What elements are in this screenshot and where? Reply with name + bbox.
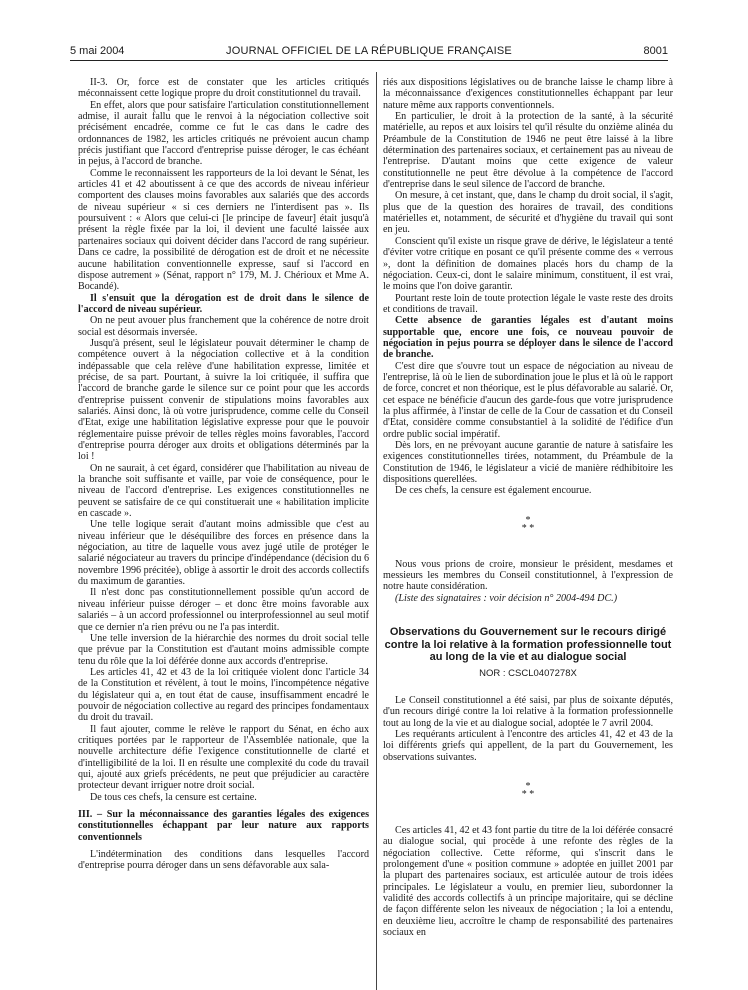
paragraph: Ces articles 41, 42 et 43 font partie du titre de la loi déférée consacré au dialogue social, qui procède à une refonte des règles de la négociation collective. Cette réforme, qui s'inscrit dans le prolongement d'une « position commune » adoptée en juillet 2001 par la plupart des partenaires sociaux, est articulée autour de trois idées principales. Le législateur a voulu, en premier lieu, subordonner la validité des accords collectifs à un principe majoritaire, qui se décline de façon différente selon les niveaux de négociation ; la loi a entendu, en deuxième lieu, accroître le champ de responsabilité des partenaires sociaux en xyxy=(383,825,673,939)
page-number: 8001 xyxy=(643,45,668,57)
paragraph: Il n'est donc pas constitutionnellement possible qu'un accord de niveau inférieur puisse déroger – et donc être moins favorable aux salariés – à un accord professionnel ou interprofessionnel au seul motif que ce dernier n'a rien prévu ou ne l'a pas interdit. xyxy=(78,587,369,633)
paragraph: En particulier, le droit à la protection de la santé, à la sécurité matérielle, au repos et aux loisirs tel qu'il résulte du onzième alinéa du Préambule de la Constitution de 1946 ne peut être laissé à la libre détermination des partenaires sociaux, et certainement pas au niveau de l'entreprise. D'autant moins que cette exigence de valeur constitutionnelle ne peut être dévolue à la compétence de l'accord d'entreprise dans le seul silence de l'accord de branche. xyxy=(383,111,673,191)
left-column xyxy=(78,77,369,872)
paragraph: On ne peut avouer plus franchement que la cohérence de notre droit social est désormais inversée. xyxy=(78,315,369,338)
paragraph: Comme le reconnaissent les rapporteurs de la loi devant le Sénat, les articles 41 et 42 aboutissent à ce que des accords de niveau inférieur comportent des clauses moins favorables aux salariés que des accords de niveau supérieur « si ces derniers ne l'interdisent pas ». Ils poursuivent : « Alors que celui-ci [le principe de faveur] était jusqu'à présent la règle fixée par la loi, il devient une faculté laissée aux partenaires sociaux qui doivent décider dans l'accord de rang supérieur. Dans ce cadre, la possibilité de dérogation est de droit et ne nécessite aucune habilitation conventionnelle expresse, sauf si l'accord en dispose autrement » (Sénat, rapport n° 179, M. J. Chérioux et Mme A. Bocandé). xyxy=(78,167,369,293)
right-column xyxy=(383,77,673,938)
signatories-note: (Liste des signataires : voir décision n° 2004-494 DC.) xyxy=(395,592,618,604)
paragraph: De ces chefs, la censure est également encourue. xyxy=(395,485,592,497)
paragraph: Le Conseil constitutionnel a été saisi, par plus de soixante députés, d'un recours dirigé contre la loi relative à la formation professionnelle tout au long de la vie et au dialogue social, adoptée le 7 avril 2004. xyxy=(383,694,673,729)
section-heading: III. – Sur la méconnaissance des garanties légales des exigences constitutionnelles échappant par leur nature aux rapports conventionnels xyxy=(78,809,369,843)
separator-stars xyxy=(383,514,673,534)
journal-title: JOURNAL OFFICIEL DE LA RÉPUBLIQUE FRANÇAISE xyxy=(226,45,512,57)
paragraph: Les articles 41, 42 et 43 de la loi critiquée violent donc l'article 34 de la Constitution et révèlent, à tout le moins, l'incompétence négative du législateur qui a, en tout état de cause, insuffisamment encadré le pouvoir de négociation collective au regard des principes fondamentaux du droit du travail. xyxy=(78,666,369,724)
star-top: * xyxy=(525,514,531,526)
observations-title: Observations du Gouvernement sur le recours dirigé contre la loi relative à la formation professionnelle tout au long de la vie et au dialogue social xyxy=(384,626,672,664)
separator-stars xyxy=(383,783,673,799)
paragraph: Pourtant reste loin de toute protection légale le vaste reste des droits et conditions de travail. xyxy=(383,292,673,315)
paragraph: On ne saurait, à cet égard, considérer que l'habilitation au niveau de la branche soit suffisante et vaille, par voie de conséquence, pour le niveau de l'accord d'entreprise. Les exigences constitutionnelles ne peuvent se satisfaire de ce qui constituerait une « habilitation implicite en cascade ». xyxy=(78,462,369,520)
paragraph: Dès lors, en ne prévoyant aucune garantie de nature à satisfaire les exigences constitutionnelles tirées, notamment, du Préambule de la Constitution de 1946, le législateur a vicié de manière rédhibitoire les dispositions querellées. xyxy=(383,440,673,486)
paragraph: Jusqu'à présent, seul le législateur pouvait déterminer le champ de compétence ouvert à la négociation collective et à la condition indépassable que cela relève d'une habilitation expresse, limitée et précise, de sa part. Pourtant, à suivre la loi critiquée, il suffira que l'accord de branche garde le silence sur ce point pour que les accords d'entreprise puissent convenir de stipulations moins favorables aux salariés. Ainsi donc, là où votre jurisprudence, comme celle du Conseil d'Etat, exige une habilitation législative expresse pour que le pouvoir réglementaire puisse prévoir de telles règles moins favorables, l'accord d'entreprise pourra déroger aux droits et obligations déterminés par la loi ! xyxy=(78,337,369,463)
paragraph: II-3. Or, force est de constater que les articles critiqués méconnaissent cette logique propre du droit constitutionnel du travail. xyxy=(78,77,369,100)
paragraph: De tous ces chefs, la censure est certaine. xyxy=(90,791,257,803)
star-bottom: * * xyxy=(521,789,535,800)
issue-date: 5 mai 2004 xyxy=(70,45,125,57)
paragraph: Une telle logique serait d'autant moins admissible que c'est au niveau inférieur que le déséquilibre des forces en présence dans la négociation, au titre de laquelle vous avez jugé utile de protéger le salarié négociateur au travers du principe d'indépendance (décision du 6 novembre 1996 précitée), oblige à assortir le droit des accords collectifs du maximum de garanties. xyxy=(78,519,369,588)
paragraph: riés aux dispositions législatives ou de branche laisse le champ libre à la méconnaissance d'exigences constitutionnelles échappant par leur nature même aux rapports conventionnels. xyxy=(383,77,673,111)
paragraph: L'indétermination des conditions dans lesquelles l'accord d'entreprise pourra déroger dans un sens défavorable aux sala- xyxy=(78,849,369,872)
paragraph: Il faut ajouter, comme le relève le rapport du Sénat, en écho aux critiques portées par le rapporteur de l'Assemblée nationale, que la nouvelle architecture défie l'exigence constitutionnelle de clarté et d'intelligibilité de la loi. Il en résulte une complexité du code du travail qui, ajouté aux griefs précédents, ne peut que préjudicier au caractère protecteur devant irriguer notre droit social. xyxy=(78,723,369,792)
nor-reference: NOR : CSCL0407278X xyxy=(479,667,577,679)
column-divider xyxy=(376,72,377,990)
paragraph: Conscient qu'il existe un risque grave de dérive, le législateur a tenté d'éviter votre critique en posant ce qu'il présente comme des « verrous », dont la définition de domaines placés hors du champ de la négociation. Ceux-ci, dont le salaire minimum, constituent, il est vrai, le moins que l'on doive garantir. xyxy=(383,235,673,293)
paragraph: Nous vous prions de croire, monsieur le président, mesdames et messieurs les membres du Conseil constitutionnel, à l'expression de notre haute considération. xyxy=(383,558,673,593)
star-bottom: * * xyxy=(521,522,535,534)
paragraph: Cette absence de garanties légales est d'autant moins supportable que, encore une fois, ce nouveau pouvoir de négociation in pejus pourra se déployer dans le silence de l'accord de branche. xyxy=(383,315,673,361)
paragraph: En effet, alors que pour satisfaire l'articulation constitutionnellement admise, il aurait fallu que le renvoi à la négociation collective soit précisément encadrée, comme ce fut le cas dans le cadre des ordonnances de 1982, les articles critiqués ne prévoient aucun champ précis justifiant que l'accord d'entreprise puisse déroger, le cas échéant in pejus, à l'accord de branche. xyxy=(78,99,369,168)
paragraph: Une telle inversion de la hiérarchie des normes du droit social telle que prévue par la Constitution est d'autant moins admissible compte tenu du rôle que la loi déférée donne aux accords d'entreprise. xyxy=(78,632,369,667)
star-top: * xyxy=(525,781,531,792)
paragraph: C'est dire que s'ouvre tout un espace de négociation au niveau de l'entreprise, là où le lien de subordination joue le plus et là où le rapport de force, concret et non théorique, est le plus défavorable au salarié. Or, cet espace ne bénéficie d'aucun des garde-fous que votre jurisprudence la plus affirmée, à l'instar de celle de la Cour de cassation et du Conseil d'Etat, considère comme consubstantiel à la solidité de l'édifice d'un ordre public social impératif. xyxy=(383,360,673,440)
page-header xyxy=(70,44,668,61)
paragraph: Les requérants articulent à l'encontre des articles 41, 42 et 43 de la loi différents griefs qui appellent, de la part du Gouvernement, les observations suivantes. xyxy=(383,728,673,763)
paragraph: Il s'ensuit que la dérogation est de droit dans le silence de l'accord de niveau supérieur. xyxy=(78,292,369,315)
paragraph: On mesure, à cet instant, que, dans le champ du droit social, il s'agit, plus que de la question des horaires de travail, des conditions matérielles et, notamment, de sécurité et d'hygiène du travail qui sont en jeu. xyxy=(383,190,673,236)
